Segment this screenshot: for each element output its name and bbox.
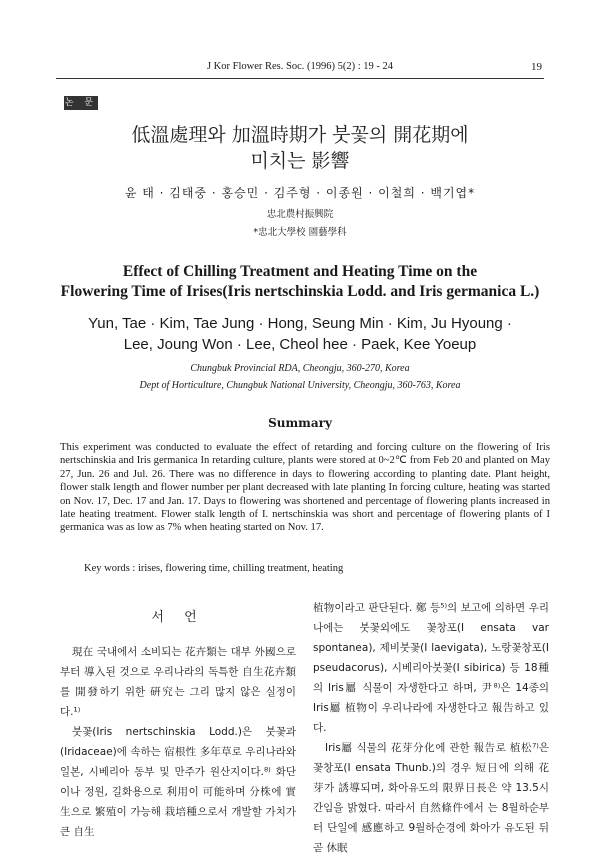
english-authors-line: Lee, Joung Won · Lee, Cheol hee · Paek, Kee Yoeup <box>123 336 477 353</box>
journal-citation: J Kor Flower Res. Soc. (1996) 5(2) : 19 - 24 <box>206 61 394 72</box>
body-paragraph: 現在 국내에서 소비되는 花卉類는 대부 外國으로부터 導入된 것으로 우리나라의 독특한 自生花卉類를 開發하기 위한 硏究는 그리 많지 않은 실정이다.¹⁾ <box>60 646 296 718</box>
korean-title-line: 低溫處理와 加溫時期가 붓꽃의 開花期에 <box>131 124 469 146</box>
english-affiliation: Dept of Horticulture, Chungbuk National University, Cheongju, 360-763, Korea <box>139 380 461 391</box>
korean-title <box>60 122 540 174</box>
body-paragraph: 붓꽃(Iris nertschinskia Lodd.)은 붓꽃과(Iridaceae)에 속하는 宿根性 多年草로 우리나라와 일본, 시베리아 동부 및 만주가 원산지이다.⁸⁾ 화단이나 정원, 길화용으로 利用이 可能하며 分株에 實生으로 繁殖이 가능해 栽培種으로서 개발할 가치가 큰 自生 <box>60 726 296 838</box>
keywords: Key words : irises, flowering time, chilling treatment, heating <box>84 563 344 574</box>
header-rule <box>56 78 544 79</box>
summary-heading: Summary <box>268 416 332 430</box>
korean-title-line: 미치는 影響 <box>250 150 350 172</box>
introduction-heading: 서 언 <box>151 610 205 625</box>
english-title <box>40 262 560 302</box>
english-authors-line: Yun, Tae · Kim, Tae Jung · Hong, Seung Min · Kim, Ju Hyoung · <box>88 315 512 332</box>
abstract-text: This experiment was conducted to evaluate the effect of retarding and forcing culture on the flowering of Iris nertschinskia and Iris germanica In retarding culture, plants were stored at 0~2℃ from Feb 20 and planted on May 27, Jun. 26 and Jul. 26. There was no difference in days to flowering according to planting date. Plant height, flower stalk length and flower number per plant decreased with late planting In forcing culture, heating was started on Nov. 17, Dec. 17 and Jan. 17. Days to flowering was shortened and percentage of flowering plants increased in late heating treatment. Flower stalk length of I. nertschinskia was short and percentage of flowering plants of I germanica was as low as 7% when heating started on Nov. 17. <box>60 442 550 534</box>
body-paragraph: 植物이라고 판단된다. 鄭 등⁵⁾의 보고에 의하면 우리나에는 붓꽃외에도 꽃창포(I ensata var spontanea), 제비붓꽃(I laevigata), 노랑꽃창포(I pseudacorus), 시베리아붓꽃(I sibirica) 등 18種의 Iris屬 식물이 자생한다고 하며, 尹⁸⁾은 14종의 Iris屬 植物이 우리나라에 자생한다고 報告하고 있다. <box>313 602 549 734</box>
page-number: 19 <box>531 61 542 73</box>
korean-affiliation: *忠北大學校 園藝學科 <box>253 227 347 238</box>
right-column <box>313 598 549 858</box>
article-type-badge: 논 문 <box>64 98 98 108</box>
english-authors <box>40 313 560 355</box>
korean-authors: 윤 태 · 김태중 · 홍승민 · 김주형 · 이종원 · 이철희 · 백기엽* <box>124 186 476 200</box>
english-title-line: Flowering Time of Irises(Iris nertschinskia Lodd. and Iris germanica L.) <box>60 283 540 300</box>
korean-affiliation: 忠北農村振興院 <box>266 209 334 220</box>
english-title-line: Effect of Chilling Treatment and Heating Time on the <box>122 263 478 280</box>
english-affiliation: Chungbuk Provincial RDA, Cheongju, 360-270, Korea <box>190 363 410 374</box>
left-column <box>60 598 296 842</box>
body-paragraph: Iris屬 식물의 花芽分化에 관한 報告로 植松⁷⁾은 꽃창포(I ensata Thunb.)의 경우 短日에 의해 花芽가 誘導되며, 화아유도의 限界日長은 약 13.5시간임을 밝혔다. 따라서 自然條件에서 는 8월하순부터 단일에 感應하고 9월하순경에 화아가 유도된 뒤 곧 休眠 <box>313 742 549 854</box>
